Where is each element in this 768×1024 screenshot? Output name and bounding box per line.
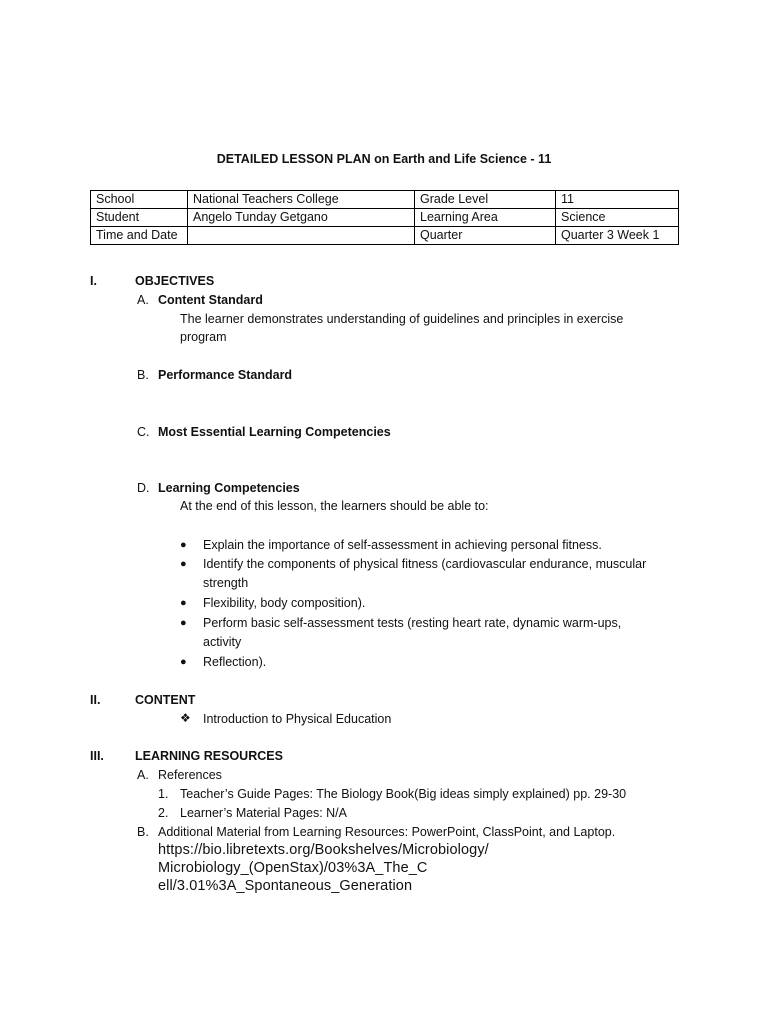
- table-cell: 11: [556, 191, 679, 209]
- list-item: Introduction to Physical Education: [203, 712, 392, 726]
- list-number: 1.: [158, 787, 169, 801]
- table-row: [91, 191, 679, 209]
- url-line[interactable]: https://bio.libretexts.org/Bookshelves/Microbiology/: [158, 842, 489, 858]
- section-number: II.: [90, 693, 101, 707]
- bullet-icon: ●: [180, 617, 187, 629]
- url-line[interactable]: Microbiology_(OpenStax)/03%3A_The_C: [158, 860, 428, 876]
- list-item: activity: [203, 635, 242, 649]
- table-cell: Angelo Tunday Getgano: [188, 209, 415, 227]
- list-letter: B.: [137, 825, 149, 839]
- table-cell: Quarter 3 Week 1: [556, 227, 679, 245]
- table-cell: School: [91, 191, 188, 209]
- bullet-icon: ●: [180, 558, 187, 570]
- bullet-icon: ●: [180, 656, 187, 668]
- url-line[interactable]: ell/3.01%3A_Spontaneous_Generation: [158, 878, 413, 894]
- table-cell: Grade Level: [415, 191, 556, 209]
- table-row: [91, 227, 679, 245]
- list-number: 2.: [158, 806, 169, 820]
- list-letter: D.: [137, 481, 150, 495]
- paragraph-line: At the end of this lesson, the learners should be able to:: [180, 499, 489, 513]
- list-letter: A.: [137, 293, 149, 307]
- list-letter: C.: [137, 425, 150, 439]
- section-heading: LEARNING RESOURCES: [135, 749, 283, 763]
- bullet-icon: ●: [180, 597, 187, 609]
- paragraph-line: Additional Material from Learning Resources: PowerPoint, ClassPoint, and Laptop.: [158, 825, 616, 839]
- table-cell: National Teachers College: [188, 191, 415, 209]
- bullet-icon: ●: [180, 539, 187, 551]
- table-cell: Time and Date: [91, 227, 188, 245]
- paragraph-line: The learner demonstrates understanding of guidelines and principles in exercise: [180, 312, 624, 326]
- list-item: Flexibility, body composition).: [203, 596, 366, 610]
- table-cell: [188, 227, 415, 245]
- section-heading: CONTENT: [135, 693, 196, 707]
- section-heading: OBJECTIVES: [135, 274, 215, 288]
- subsection-heading: References: [158, 768, 222, 782]
- subsection-heading: Most Essential Learning Competencies: [158, 425, 391, 439]
- paragraph-line: program: [180, 330, 227, 344]
- document-title: DETAILED LESSON PLAN on Earth and Life Science - 11: [216, 152, 552, 166]
- list-item: Learner’s Material Pages: N/A: [180, 806, 347, 820]
- list-letter: A.: [137, 768, 149, 782]
- list-item: Teacher’s Guide Pages: The Biology Book(Big ideas simply explained) pp. 29-30: [180, 787, 627, 801]
- list-item: Explain the importance of self-assessment in achieving personal fitness.: [203, 538, 602, 552]
- list-letter: B.: [137, 368, 149, 382]
- list-item: strength: [203, 576, 249, 590]
- diamond-bullet-icon: ❖: [180, 711, 191, 725]
- subsection-heading: Learning Competencies: [158, 481, 300, 495]
- table-cell: Learning Area: [415, 209, 556, 227]
- table-cell: Quarter: [415, 227, 556, 245]
- section-number: I.: [90, 274, 97, 288]
- subsection-heading: Content Standard: [158, 293, 263, 307]
- section-number: III.: [90, 749, 104, 763]
- list-item: Reflection).: [203, 655, 267, 669]
- list-item: Identify the components of physical fitness (cardiovascular endurance, muscular: [203, 557, 647, 571]
- table-cell: Student: [91, 209, 188, 227]
- subsection-heading: Performance Standard: [158, 368, 293, 382]
- info-table: [90, 190, 679, 245]
- list-item: Perform basic self-assessment tests (resting heart rate, dynamic warm-ups,: [203, 616, 622, 630]
- table-row: [91, 209, 679, 227]
- table-cell: Science: [556, 209, 679, 227]
